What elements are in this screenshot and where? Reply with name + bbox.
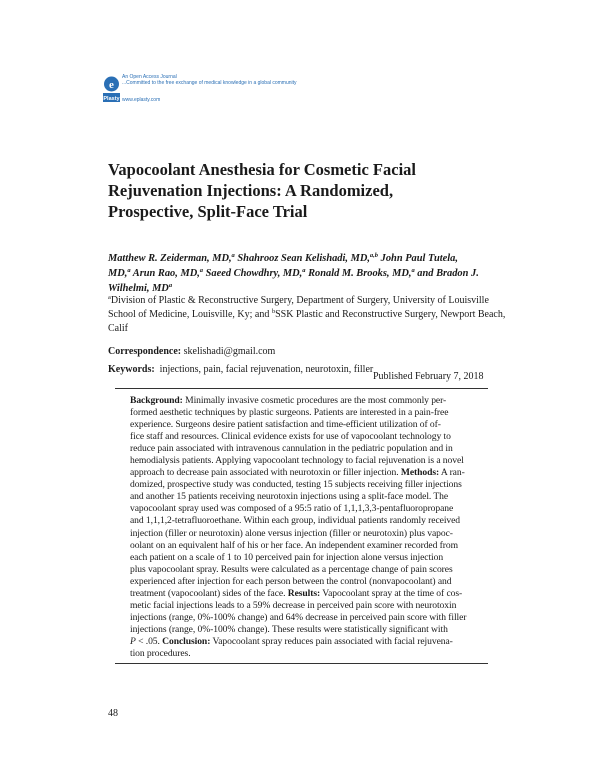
abstract-line: hemodialysis patients. Applying vapocoolant technology to facial rejuvenation is a novel	[130, 455, 464, 467]
keywords	[108, 363, 373, 377]
keywords-value: injections, pain, facial rejuvenation, neurotoxin, filler	[159, 364, 374, 375]
abstract-line: reduce pain associated with intravenous cannulation in the pediatric population and in	[130, 443, 453, 455]
abstract-top-rule	[115, 388, 488, 389]
abstract-line: approach to decrease pain associated with neurotoxin or filler injection. Methods: A ran-	[130, 467, 465, 479]
affiliation-line: Calif	[108, 323, 128, 334]
title-line: Rejuvenation Injections: A Randomized,	[108, 181, 394, 200]
affiliation-line: $^a$Division of Plastic & Reconstructive Surgery, Department of Surgery, University of Louisville	[108, 294, 489, 306]
abstract-line: injections (range, 0%-100% change). These results were statistically significant with	[130, 623, 448, 635]
abstract-line: plus vapocoolant spray. Results were calculated as a percentage change of pain scores	[130, 563, 453, 575]
abstract-line: tion procedures.	[130, 647, 191, 659]
author-line: Matthew R. Zeiderman, MD,$^a$ Shahrooz Sean Kelishadi, MD,$^{a,b}$ John Paul Tutela,	[108, 252, 458, 264]
keywords-label: Keywords:	[108, 364, 155, 375]
title-line: Vapocoolant Anesthesia for Cosmetic Facial	[108, 160, 416, 179]
abstract-line: domized, prospective study was conducted, testing 15 subjects receiving filler injections	[130, 479, 462, 491]
author-line: Wilhelmi, $MD^a$	[108, 282, 173, 294]
abstract-line: injections (range, 0%-100% change) and 64% decrease in perceived pain score with filler	[130, 611, 467, 623]
abstract-line: experience. Surgeons desire patient satisfaction and time-efficient utilization of of-	[130, 419, 441, 431]
author-list	[108, 251, 498, 296]
logo-journal-line: An Open Access Journal	[122, 74, 177, 80]
abstract-line: P < .05. Conclusion: Vapocoolant spray reduces pain associated with facial rejuvena-	[130, 635, 453, 647]
abstract-line: oolant on an equivalent half of his or her face. An independent examiner recorded from	[130, 539, 458, 551]
affiliations	[108, 294, 506, 336]
published-date: Published February 7, 2018	[373, 371, 484, 382]
correspondence-label: Correspondence:	[108, 346, 182, 357]
abstract-line: Background: Minimally invasive cosmetic procedures are the most commonly per-	[130, 395, 447, 406]
article-title	[108, 159, 468, 222]
abstract	[130, 395, 471, 660]
logo-tagline: ...Committed to the free exchange of medical knowledge in a global community	[122, 80, 297, 86]
title-line: Prospective, Split-Face Trial	[108, 202, 308, 221]
author-line: MD,$^a$ Arun Rao, MD,$^a$ Saeed Chowdhry, MD,$^a$ Ronald M. Brooks, MD,$^a$ and Bradon J.	[108, 267, 479, 279]
abstract-line: experienced after injection for each person between the control (nonvapocoolant) and	[130, 575, 452, 587]
abstract-line: vapocoolant spray used was composed of a 95:5 ratio of 1,1,1,3,3-pentafluoropropane	[130, 503, 454, 515]
logo-url[interactable]: www.eplasty.com	[122, 97, 161, 103]
svg-text:e: e	[109, 79, 114, 91]
abstract-line: and 1,1,1,2-tetrafluoroethane. Within each group, individual patients randomly received	[130, 515, 461, 527]
abstract-line: injection (filler or neurotoxin) alone versus injection (filler or neurotoxin) plus vapoc-	[130, 527, 453, 539]
abstract-line: each patient on a scale of 1 to 10 perceived pain for injection alone versus injection	[130, 551, 444, 563]
abstract-line: treatment (vapocoolant) sides of the face. Results: Vapocoolant spray at the time of cos-	[130, 587, 463, 599]
abstract-line: formed aesthetic techniques by plastic surgeons. Patients are interested in a pain-free	[130, 407, 449, 419]
page-number: 48	[108, 708, 118, 719]
abstract-line: and another 15 patients receiving neurotoxin injections using a split-face model. The	[130, 491, 449, 503]
eplasty-logo	[103, 74, 120, 104]
abstract-line: fice staff and resources. Clinical evidence exists for use of vapocoolant technology to	[130, 431, 451, 443]
affiliation-line: School of Medicine, Louisville, Ky; and $^b$SSK Plastic and Reconstructive Surgery, Newport Beach,	[108, 308, 506, 320]
logo-brand: Plasty	[103, 96, 120, 102]
abstract-bottom-rule	[115, 663, 488, 664]
correspondence-email[interactable]: skelishadi@gmail.com	[183, 346, 276, 357]
correspondence	[108, 345, 275, 359]
abstract-line: metic facial injections leads to a 59% decrease in perceived pain score with neurotoxin	[130, 599, 457, 611]
